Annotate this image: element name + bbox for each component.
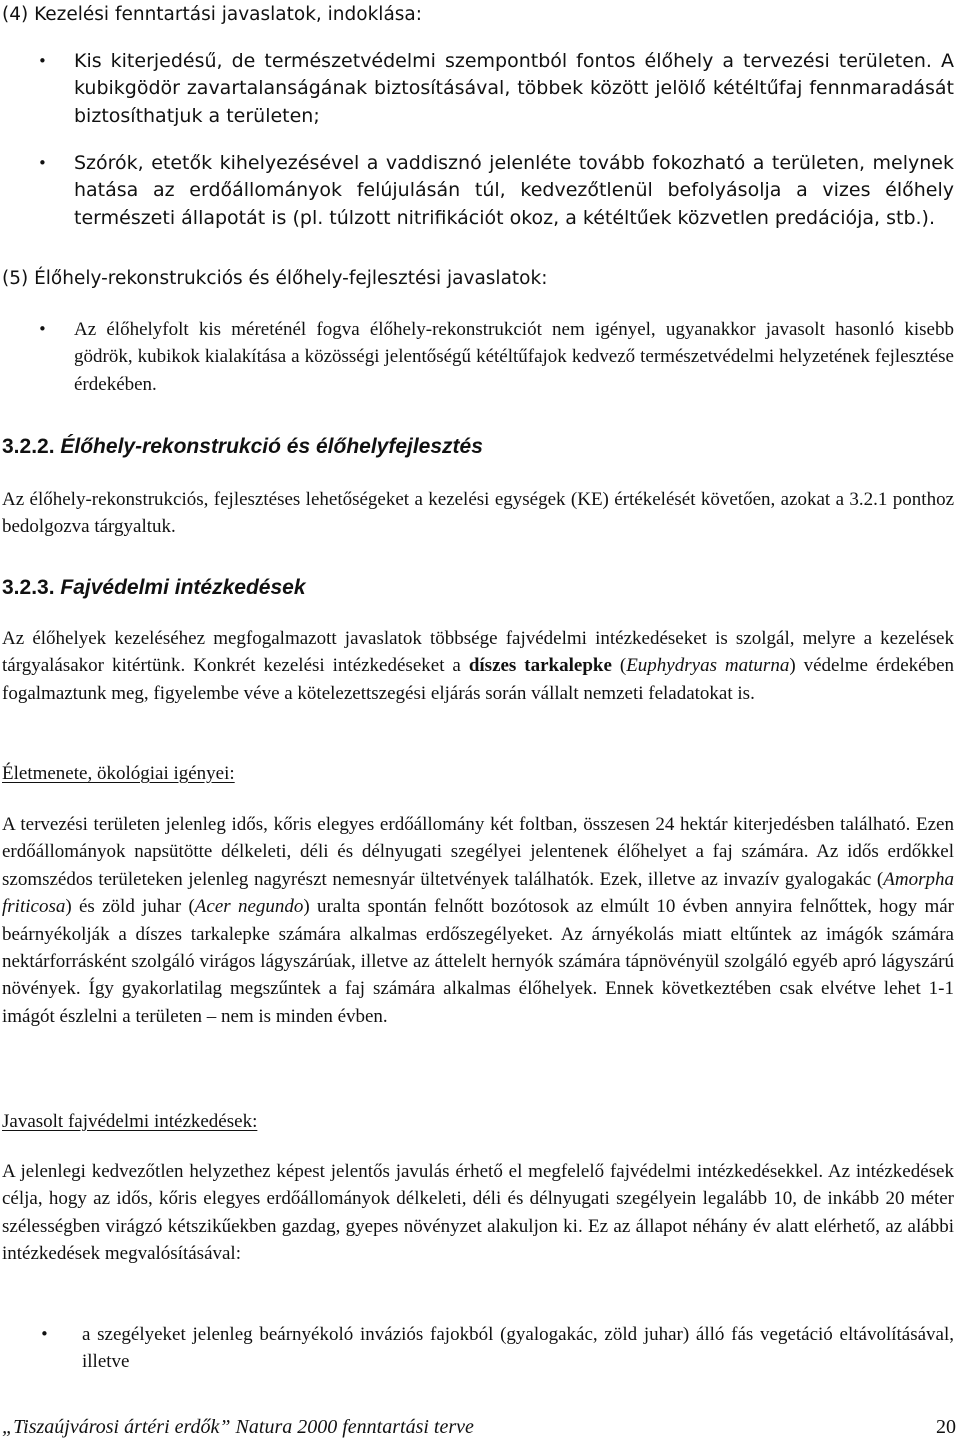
species-name-bold: díszes tarkalepke (468, 655, 612, 677)
heading-title: Élőhely-rekonstrukció és élőhelyfejlesztés (60, 435, 483, 458)
list-item-text: Szórók, etetők kihelyezésével a vaddisznó jelenléte tovább fokozható a területen, melynek hatása az erdőállományok felújulásán túl, kedvezőtlenül befolyásolja a vizes élőhely természeti állapotát is (pl. túlzott nitrifikációt okoz, a kétéltűek közvetlen predációja, stb.). (74, 152, 954, 229)
section-4-bullet-list (2, 48, 954, 130)
eletmenete-paragraph (2, 811, 954, 1030)
section-5-label: (5) Élőhely-rekonstrukciós és élőhely-fejlesztési javaslatok: (2, 268, 548, 289)
heading-number: 3.2.3. (2, 576, 55, 599)
bullet-icon: • (40, 1325, 49, 1343)
list-item-text: Kis kiterjedésű, de természetvédelmi szempontból fontos élőhely a tervezési területen. A kubikgödör zavartalanságának biztosításával, többek között jelölő kétéltűfaj fennmaradását biztosíthatjuk a területen; (74, 50, 954, 127)
text-run: ) uralta spontán felnőtt bozótosok az elmúlt 10 évben annyira felnőttek, hogy már beárnyékolják a díszes tarkalepke számára alkalmas erdőszegélyeket. Az árnyékolás miatt eltűntek az imágók számára nektárforrásként szolgáló virágos lágyszárúak, illetve az áttelelt hernyók számára tápnövényül szolgáló egyéb apró lágyszárú növények. Így gyakorlatilag megszűntek a faj számára alkalmas élőhelyek. Ennek következtében csak elvétve lehet 1-1 imágót észlelni a területen – nem is minden évben. (2, 896, 954, 1027)
text-run: ( (611, 655, 627, 677)
bullet-icon: • (38, 52, 47, 70)
javasolt-heading (2, 1108, 954, 1135)
section-4-label: (4) Kezelési fenntartási javaslatok, indoklása: (2, 4, 422, 25)
species-name-latin: Amorpha friticosa (2, 868, 954, 918)
footer-title: „Tiszaújvárosi ártéri erdők” Natura 2000 fenntartási terve (2, 1416, 474, 1438)
list-item (2, 1321, 954, 1376)
page-footer (2, 1414, 956, 1440)
species-name-latin: Acer negundo (194, 896, 304, 918)
javasolt-paragraph: A jelenlegi kedvezőtlen helyzethez képest jelentős javulás érhető el megfelelő fajvédelmi intézkedésekkel. Az intézkedések célja, hogy az idős, kőris elegyes erdőállományok délkeleti, déli és délnyugati szegélyein legalább 10, de inkább 20 méter szélességben virágzó kétszikűekben gazdag, gyepes növényzet alakuljon ki. Ez az állapot néhány év alatt elérhető, az alábbi intézkedések megvalósításával: (2, 1161, 954, 1265)
list-item (2, 150, 954, 232)
heading-title: Fajvédelmi intézkedések (60, 576, 306, 599)
text-run: Az élőhelyek kezeléséhez megfogalmazott javaslatok többsége fajvédelmi intézkedéseket is szolgál, melyre a kezelések tárgyalásakor kitértünk. Konkrét kezelési intézkedéseket a (2, 628, 954, 677)
eletmenete-heading (2, 760, 954, 787)
bullet-icon: • (38, 320, 47, 338)
paragraph-3-2-2: Az élőhely-rekonstrukciós, fejlesztéses lehetőségeket a kezelési egységek (KE) értékelését követően, azokat a 3.2.1 ponthoz bedolgozva tárgyaltuk. (2, 489, 954, 538)
heading-3-2-3 (2, 574, 954, 602)
heading-3-2-2 (2, 433, 954, 461)
species-name-latin: Euphydryas maturna (626, 655, 790, 677)
bullet-icon: • (38, 154, 47, 172)
list-item (2, 316, 954, 398)
page-number: 20 (936, 1416, 956, 1438)
list-item-text: Az élőhelyfolt kis méreténél fogva élőhely-rekonstrukciót nem igényel, ugyanakkor javasolt hasonló kisebb gödrök, kubikok kialakítása a közösségi jelentőségű kétéltűfajok kedvező természetvédelmi helyzetének fejlesztése érdekében. (74, 319, 954, 395)
list-item-text: a szegélyeket jelenleg beárnyékoló inváziós fajokból (gyalogakác, zöld juhar) álló fás vegetáció eltávolításával, illetve (82, 1324, 954, 1373)
text-run: A tervezési területen jelenleg idős, kőris elegyes erdőállomány két foltban, összesen 24 hektár kiterjedésben található. Ezen erdőállományok napsütötte délkeleti, déli és délnyugati szegélyei jelentenek élőhelyet a faj számára. Az idős erdőkkel szomszédos területeken jelenleg nagyrészt nemesnyár ültetvények találhatók. Ezek, illetve az invazív gyalogakác ( (2, 814, 954, 890)
eletmenete-heading-text: Életmenete, ökológiai igényei: (2, 763, 235, 784)
heading-number: 3.2.2. (2, 435, 55, 458)
list-item (2, 48, 954, 130)
text-run: ) és zöld juhar ( (65, 896, 195, 918)
javasolt-heading-text: Javasolt fajvédelmi intézkedések: (2, 1111, 258, 1132)
javasolt-bullet-list (2, 1321, 954, 1376)
text-run: ) védelme érdekében fogalmaztunk meg, figyelembe véve a kötelezettszegési eljárás során vállalt nemzeti feladatokat is. (2, 655, 954, 704)
paragraph-3-2-3 (2, 625, 954, 707)
section-4-bullet-list-2 (2, 150, 954, 232)
section-5-bullet-list (2, 316, 954, 398)
